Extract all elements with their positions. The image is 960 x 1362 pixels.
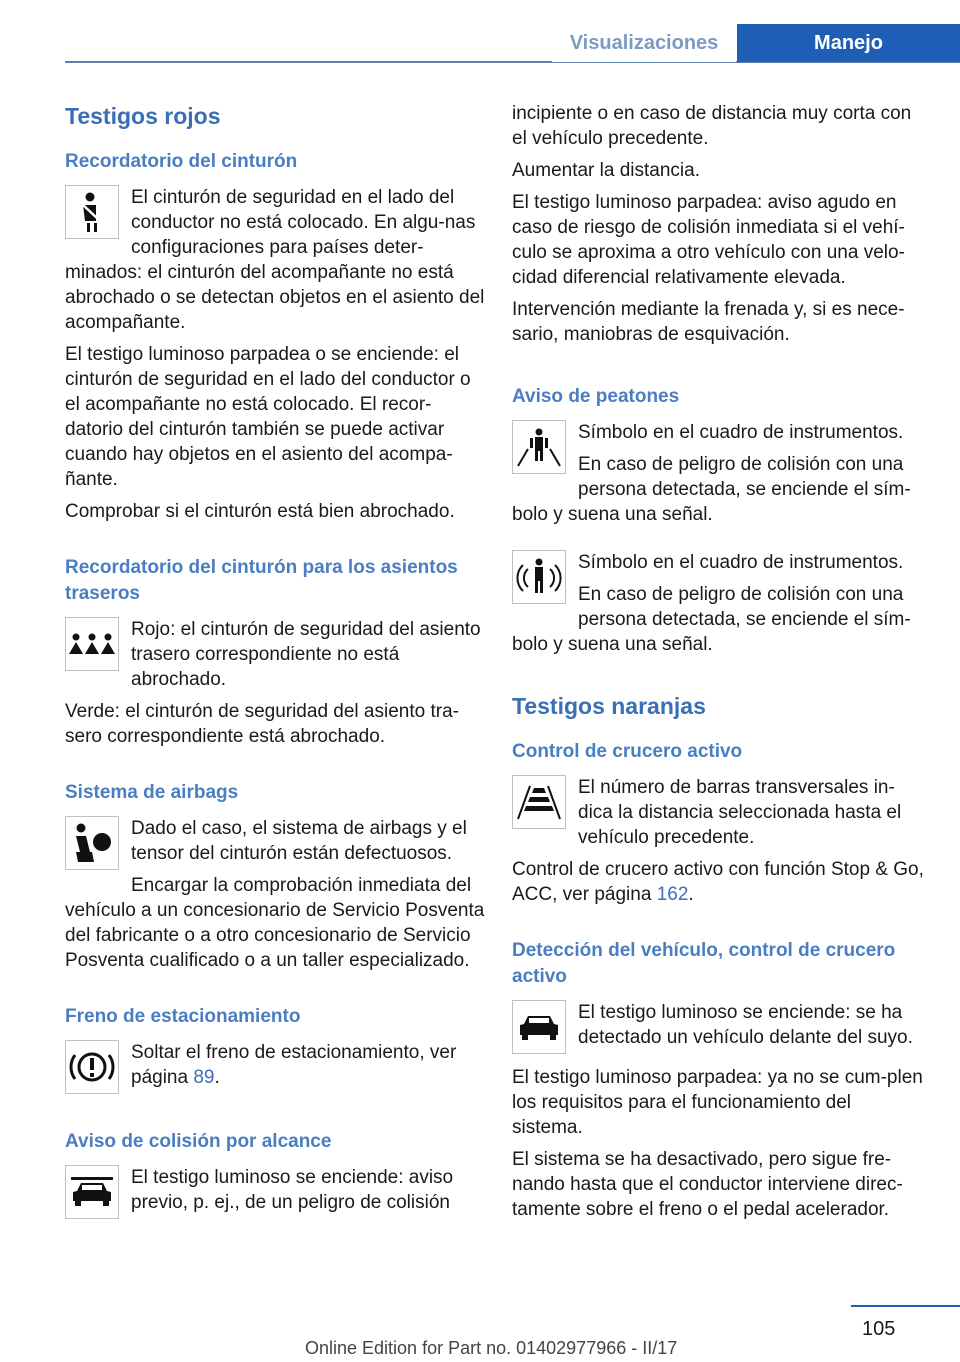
deteccion-text-3: El sistema se ha desactivado, pero sigue fre‐nando hasta que el conductor interviene direc‐tamente sobre el freno o el pedal acelerador.	[512, 1149, 903, 1220]
deteccion-text-1: El testigo luminoso se enciende: se ha detectado un vehículo delante del suyo.	[578, 1002, 913, 1048]
left-column	[65, 101, 485, 1223]
heading-deteccion-vehiculo: Detección del vehículo, control de crucero activo	[512, 940, 896, 987]
airbag-icon	[65, 816, 119, 870]
heading-testigos-rojos: Testigos rojos	[65, 103, 221, 129]
colision-text-4: Intervención mediante la frenada y, si es nece‐sario, maniobras de esquivación.	[512, 299, 905, 345]
cinturon-text-3: Comprobar si el cinturón está bien abrochado.	[65, 501, 455, 522]
heading-freno-estacionamiento: Freno de estacionamiento	[65, 1006, 301, 1027]
crucero-text-1: El número de barras transversales in‐dica la distancia seleccionada hasta el vehículo precedente.	[578, 777, 902, 848]
link-page-89[interactable]: 89	[193, 1067, 215, 1088]
pedestrian-icon	[512, 420, 566, 474]
car-warning-icon	[65, 1165, 119, 1219]
heading-aviso-peatones: Aviso de peatones	[512, 386, 680, 407]
pedestrian-sound-icon	[512, 550, 566, 604]
deteccion-text-2: El testigo luminoso parpadea: ya no se cum‐plen los requisitos para el funcionamiento del sistema.	[512, 1067, 923, 1138]
colision-text-3: El testigo luminoso parpadea: aviso agudo en caso de riesgo de colisión inmediata si el vehí‐culo se aproxima a otro vehículo con una velo‐cidad diferencial relativamente elevada.	[512, 192, 905, 288]
cinturon-text-2: El testigo luminoso parpadea o se enciende: el cinturón de seguridad en el lado del conductor o el acompañante no está colocado. El recor‐datorio del cinturón también se puede activar cuando hay objetos en el asiento del acompa‐ñante.	[65, 344, 471, 490]
page-number: 105	[862, 1318, 896, 1340]
heading-aviso-colision: Aviso de colisión por alcance	[65, 1131, 332, 1152]
footer-rule	[851, 1305, 960, 1307]
heading-cinturon-traseros: Recordatorio del cinturón para los asientos traseros	[65, 557, 458, 604]
edition-footer: Online Edition for Part no. 01402977966 - II/17	[305, 1338, 678, 1358]
colision-text-2: Aumentar la distancia.	[512, 160, 700, 181]
rear-seatbelts-icon	[65, 617, 119, 671]
peatones-a-text-1: Símbolo en el cuadro de instrumentos.	[578, 422, 904, 443]
traseros-text-2: Verde: el cinturón de seguridad del asiento tra‐sero correspondiente está abrochado.	[65, 701, 459, 747]
right-column	[512, 101, 927, 1222]
peatones-b-text-2: En caso de peligro de colisión con una persona detectada, se enciende el sím‐bolo y suena una señal.	[512, 584, 911, 655]
airbags-text-1: Dado el caso, el sistema de airbags y el tensor del cinturón están defectuosos.	[131, 818, 467, 864]
link-page-162[interactable]: 162	[656, 884, 689, 905]
traseros-text-1: Rojo: el cinturón de seguridad del asiento trasero correspondiente no está abrochado.	[131, 619, 481, 690]
vehicle-detected-icon	[512, 1000, 566, 1054]
tab-visualizaciones[interactable]: Visualizaciones	[552, 24, 736, 62]
crucero-text-2: Control de crucero activo con función Stop & Go, ACC, ver página 162.	[512, 859, 924, 905]
heading-sistema-airbags: Sistema de airbags	[65, 782, 239, 803]
cinturon-text-1: El cinturón de seguridad en el lado del conductor no está colocado. En algu‐nas configuraciones para países deter‐minados: el cinturón del acompañante no está abrochado o se detectan objetos en el asiento del acompañante.	[65, 187, 485, 333]
peatones-a-text-2: En caso de peligro de colisión con una persona detectada, se enciende el sím‐bolo y suena una señal.	[512, 454, 911, 525]
heading-testigos-naranjas: Testigos naranjas	[512, 693, 706, 719]
airbags-text-2: Encargar la comprobación inmediata del vehículo a un concesionario de Servicio Posventa del fabricante o a otro concesionario de Servicio Posventa cualificado o a un taller especializado.	[65, 875, 485, 971]
colision-text-1: El testigo luminoso se enciende: aviso previo, p. ej., de un peligro de colisión	[131, 1167, 454, 1213]
freno-text: Soltar el freno de estacionamiento, ver página 89.	[131, 1042, 457, 1088]
tab-manejo[interactable]: Manejo	[737, 24, 960, 62]
parking-brake-icon	[65, 1040, 119, 1094]
cruise-distance-icon	[512, 775, 566, 829]
colision-text-cont: incipiente o en caso de distancia muy corta con el vehículo precedente.	[512, 103, 912, 149]
seatbelt-icon	[65, 185, 119, 239]
peatones-b-text-1: Símbolo en el cuadro de instrumentos.	[578, 552, 904, 573]
heading-recordatorio-cinturon: Recordatorio del cinturón	[65, 151, 298, 172]
heading-control-crucero: Control de crucero activo	[512, 741, 743, 762]
